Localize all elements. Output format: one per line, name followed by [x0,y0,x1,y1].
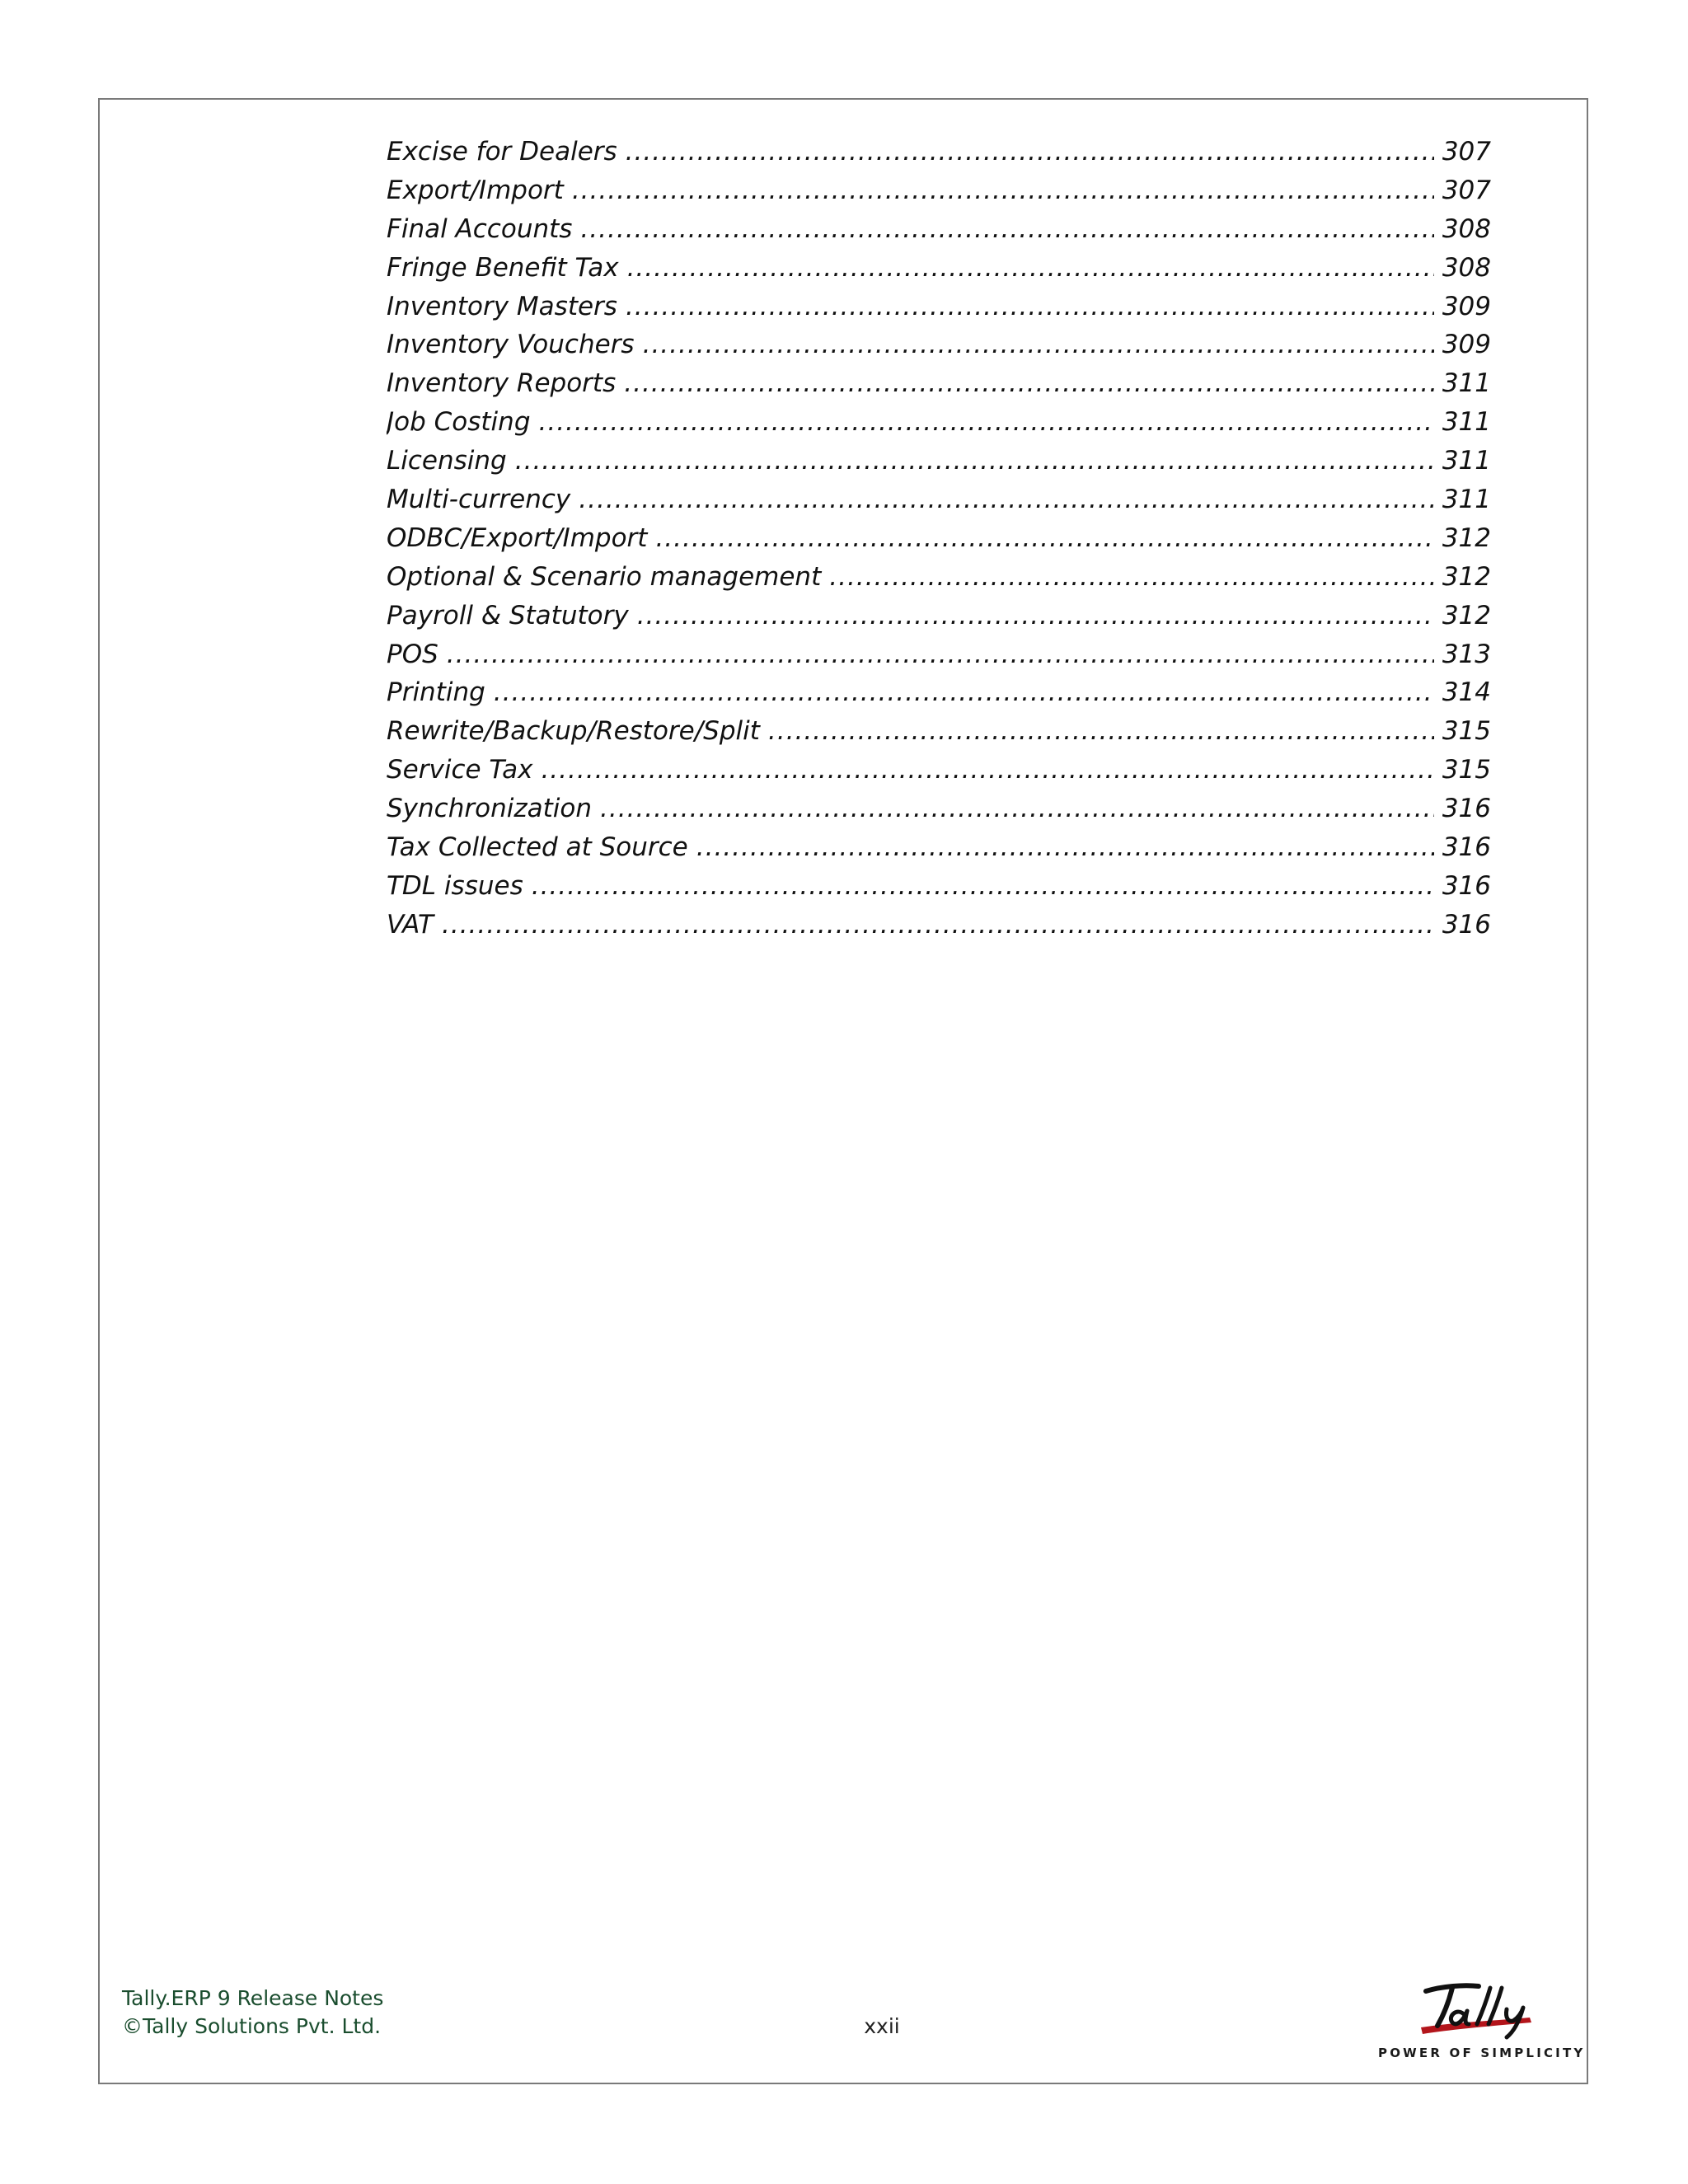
toc-entry-title: Synchronization [387,794,592,824]
toc-entry-title: POS [387,639,438,669]
toc-dot-leader [494,677,1434,707]
toc-dot-leader [580,214,1433,244]
toc-entry-title: TDL issues [387,870,523,901]
toc-entry[interactable] [387,176,1491,214]
toc-entry-page: 311 [1442,446,1491,476]
toc-entry-title: Export/Import [387,175,564,205]
toc-entry-title: Tax Collected at Source [387,832,688,863]
toc-entry-page: 315 [1442,755,1491,785]
toc-entry[interactable] [387,755,1491,794]
toc-entry[interactable] [387,562,1491,601]
toc-dot-leader [696,832,1434,862]
toc-dot-leader [626,137,1434,166]
toc-entry[interactable] [387,794,1491,832]
toc-entry[interactable] [387,485,1491,523]
toc-entry-page: 308 [1442,213,1491,244]
toc-entry-title: Licensing [387,446,507,476]
toc-dot-leader [600,794,1434,823]
toc-dot-leader [442,910,1434,940]
toc-entry-page: 312 [1442,600,1491,630]
toc-entry-title: Printing [387,677,485,708]
footer-doc-info [122,1985,383,2041]
toc-entry-page: 308 [1442,252,1491,283]
toc-entry-title: Rewrite/Backup/Restore/Split [387,716,760,747]
toc-dot-leader [541,755,1433,785]
toc-entry-page: 316 [1442,870,1491,901]
toc-entry[interactable] [387,407,1491,446]
toc-dot-leader [626,292,1434,321]
toc-entry[interactable] [387,910,1491,949]
footer-copyright: ©Tally Solutions Pvt. Ltd. [122,2014,382,2038]
toc-entry[interactable] [387,871,1491,910]
toc-entry-title: Payroll & Statutory [387,600,629,630]
toc-entry[interactable] [387,137,1491,176]
toc-dot-leader [624,368,1434,398]
toc-entry-title: Inventory Reports [387,368,617,399]
toc-entry-title: Fringe Benefit Tax [387,252,619,283]
toc-entry-title: Job Costing [387,407,531,438]
toc-entry[interactable] [387,640,1491,678]
tally-logo [1378,1976,1586,2067]
toc-dot-leader [643,330,1434,359]
toc-entry[interactable] [387,677,1491,716]
toc-entry[interactable] [387,253,1491,292]
toc-entry-title: Optional & Scenario management [387,561,822,592]
toc-entry[interactable] [387,716,1491,755]
toc-entry[interactable] [387,330,1491,368]
toc-entry-title: Multi-currency [387,485,571,515]
toc-entry-page: 316 [1442,832,1491,863]
toc-dot-leader [579,485,1434,514]
toc-entry-title: Final Accounts [387,213,573,244]
toc-entry-title: Inventory Vouchers [387,330,635,360]
toc-entry-page: 309 [1442,330,1491,360]
toc-entry-page: 311 [1442,368,1491,399]
toc-entry-page: 312 [1442,561,1491,592]
toc-dot-leader [539,407,1434,437]
toc-entry-page: 309 [1442,291,1491,321]
toc-entry[interactable] [387,292,1491,330]
toc-entry-page: 314 [1442,677,1491,708]
toc-entry-page: 316 [1442,909,1491,940]
toc-entry-page: 307 [1442,137,1491,166]
toc-entry-title: Inventory Masters [387,291,617,321]
toc-entry-page: 307 [1442,175,1491,205]
toc-dot-leader [515,446,1434,476]
toc-entry-page: 315 [1442,716,1491,747]
toc-entry-page: 316 [1442,794,1491,824]
tally-logo-icon [1378,1976,1568,2046]
toc-entry[interactable] [387,446,1491,485]
footer-page-number: xxii [864,2014,900,2038]
toc-entry[interactable] [387,214,1491,253]
toc-dot-leader [572,176,1434,205]
toc-entry[interactable] [387,601,1491,640]
toc-entry-page: 311 [1442,407,1491,438]
toc-entry-page: 313 [1442,639,1491,669]
toc-entry-title: Service Tax [387,755,533,785]
toc-entry-page: 311 [1442,485,1491,515]
toc-dot-leader [447,640,1434,669]
toc-dot-leader [637,601,1434,630]
toc-entry-page: 312 [1442,523,1491,553]
toc-entry[interactable] [387,832,1491,871]
toc-entry-title: VAT [387,909,434,940]
toc-dot-leader [655,523,1433,553]
toc-entry-title: ODBC/Export/Import [387,523,648,553]
toc-entry[interactable] [387,523,1491,562]
toc-entry[interactable] [387,368,1491,407]
table-of-contents [387,137,1491,949]
logo-tagline: POWER OF SIMPLICITY [1378,2046,1586,2060]
toc-dot-leader [532,871,1434,901]
footer-doc-title: Tally.ERP 9 Release Notes [122,1986,384,2010]
toc-dot-leader [829,562,1434,592]
toc-entry-title: Excise for Dealers [387,137,617,166]
toc-dot-leader [768,716,1434,746]
toc-dot-leader [627,253,1434,283]
